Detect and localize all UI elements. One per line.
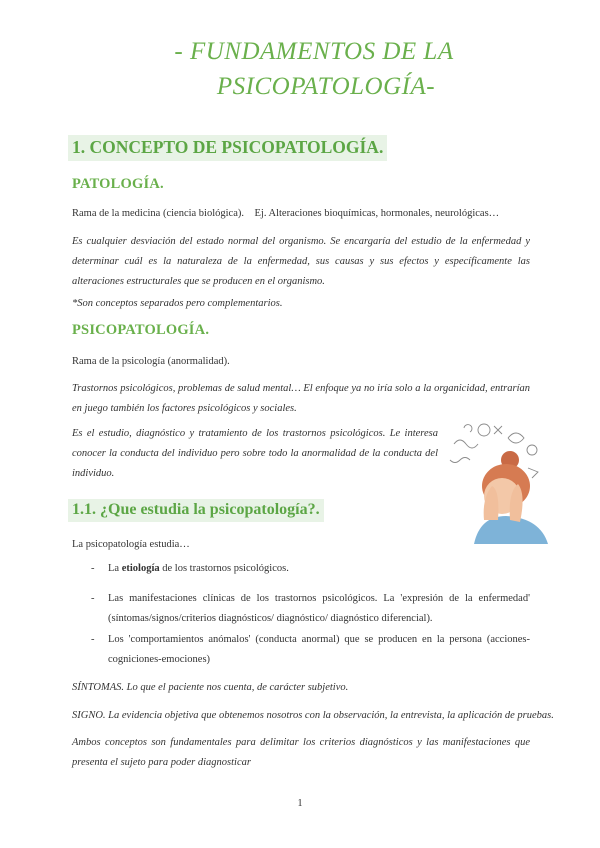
psicopatologia-description: Trastornos psicológicos, problemas de salud mental… El enfoque ya no iría solo a la organicidad, entrarían en juego también los factores psicológicos y sociales. [72,383,530,414]
patologia-definition: Es cualquier desviación del estado normal del organismo. Se encargaría del estudio de la enfermedad y determinar cuál es la naturaleza de la enfermedad, sus causas y sus efectos y específicamente las alteraciones estructurales que se producen en el organismo. [72,236,530,287]
bullet-item-bold: etiología [121,563,160,574]
bullet-marker: - [91,593,95,604]
section-1-1-heading: 1.1. ¿Que estudia la psicopatología?. [68,499,324,522]
bullet-marker: - [91,634,95,645]
section-1-1-intro: La psicopatología estudia… [72,539,190,550]
patologia-line: Rama de la medicina (ciencia biológica). Ej. Alteraciones bioquímicas, hormonales, neurológicas… [72,208,500,219]
bullet-item-etiologia [108,559,530,579]
patologia-heading: PATOLOGÍA. [72,176,164,192]
title-line-1: - FUNDAMENTOS DE LA [174,38,454,65]
shirt [474,516,548,544]
scribble-doodle [454,440,478,448]
psicopatologia-definition: Es el estudio, diagnóstico y tratamiento de los trastornos psicológicos. Le interesa conocer la conducta del individuo pero sobre todo la anormalidad de la conducta del individuo. [72,428,438,479]
patologia-note: *Son conceptos separados pero complementarios. [72,298,283,309]
title-line-2: PSICOPATOLOGÍA- [216,73,436,100]
psicopatologia-heading: PSICOPATOLOGÍA. [72,322,210,338]
bullet-item-manifestaciones: Las manifestaciones clínicas de los trastornos psicológicos. La 'expresión de la enfermedad' (síntomas/signos/criterios diagnósticos/ diagnóstico/ diagnóstico diferencial). [108,593,530,624]
bullet-marker: - [91,563,95,574]
psicopatologia-line: Rama de la psicología (anormalidad). [72,356,230,367]
sintomas-definition: SÍNTOMAS. Lo que el paciente nos cuenta, de carácter subjetivo. [72,682,349,693]
section-1-heading: 1. CONCEPTO DE PSICOPATOLOGÍA. [68,135,387,161]
bullet-item-suffix: de los trastornos psicológicos. [159,563,289,574]
page-number: 1 [297,798,303,809]
bullet-item-comportamientos: Los 'comportamientos anómalos' (conducta anormal) que se producen en la persona (acciones-cogniciones-emociones) [108,634,530,665]
bullet-item-prefix: La [108,563,122,574]
signo-definition: SIGNO. La evidencia objetiva que obtenemos nosotros con la observación, la entrevista, la aplicación de pruebas. [72,710,554,721]
stressed-woman-illustration [444,420,548,544]
ambos-conceptos-paragraph: Ambos conceptos son fundamentales para delimitar los criterios diagnósticos y las manifestaciones que presenta el sujeto para poder diagnosticar [72,737,530,768]
